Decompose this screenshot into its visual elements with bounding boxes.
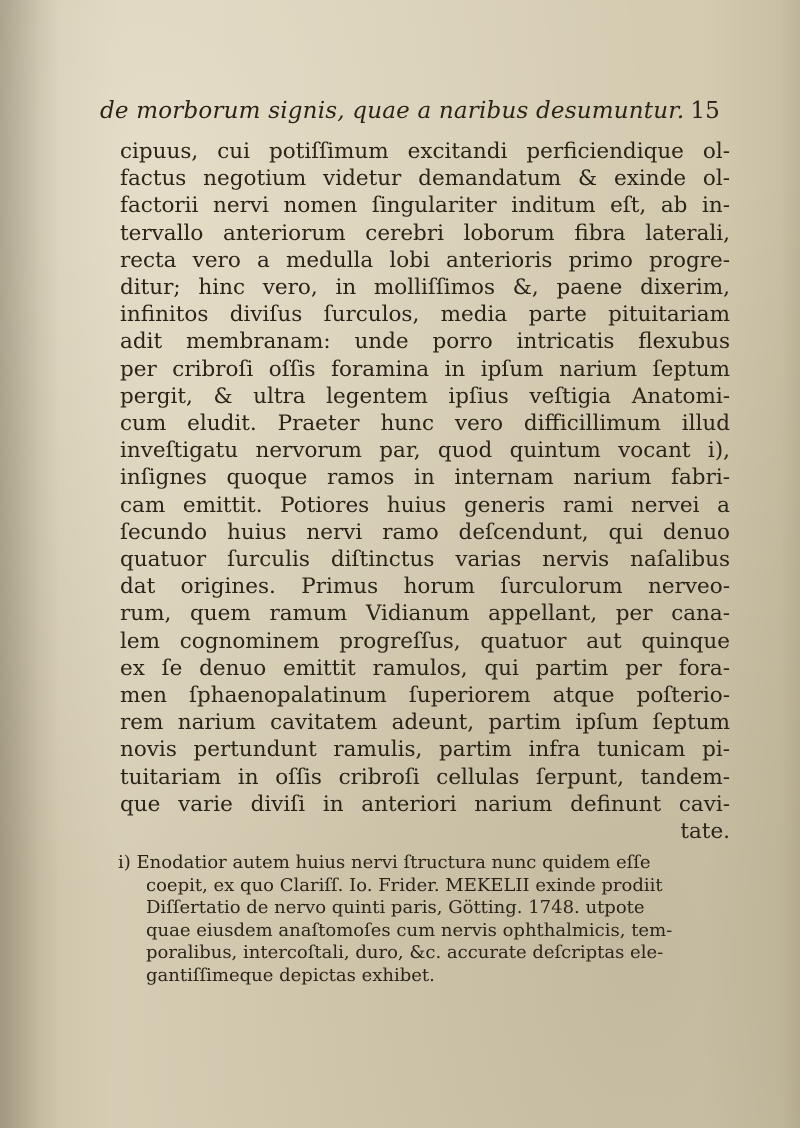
- text-line: per cribroſi oſſis foramina in ipſum narium ſeptum: [120, 356, 730, 382]
- text-line: ditur; hinc vero, in molliſſimos &, paene dixerim,: [120, 275, 730, 301]
- text-line: lem cognominem progreſſus, quatuor aut quinque: [120, 628, 730, 654]
- text-line: novis pertundunt ramulis, partim infra tunicam pi-: [120, 737, 730, 763]
- footnote: [118, 852, 708, 987]
- text-line: cum eludit. Praeter hunc vero difficillimum illud: [120, 411, 730, 437]
- text-line: infinitos diviſus ſurculos, media parte pituitariam: [120, 302, 730, 328]
- running-header: [100, 98, 720, 124]
- footnote-line: i) Enodatior autem huius nervi ſtructura nunc quidem eſſe: [118, 852, 651, 873]
- page-number: 15: [690, 98, 720, 124]
- text-line: recta vero a medulla lobi anterioris primo progre-: [120, 247, 730, 273]
- binding-shadow: [0, 0, 60, 1128]
- text-line: ſecundo huius nervi ramo deſcendunt, qui denuo: [120, 519, 730, 545]
- footnote-line: coepit, ex quo Clariſſ. Io. Frider. MEKELII exinde prodiit: [146, 874, 663, 896]
- text-line: men ſphaenopalatinum ſuperiorem atque poſterio-: [120, 683, 730, 709]
- text-line: ex ſe denuo emittit ramulos, qui partim per fora-: [120, 655, 730, 681]
- running-title: de morborum signis, quae a naribus desumuntur.: [100, 98, 685, 124]
- text-line: inſignes quoque ramos in internam narium fabri-: [120, 465, 730, 491]
- text-line: factorii nervi nomen ſingulariter inditum eſt, ab in-: [120, 193, 730, 219]
- text-line: tervallo anteriorum cerebri loborum fibra laterali,: [120, 220, 730, 246]
- text-line: inveſtigatu nervorum par, quod quintum vocant i),: [120, 438, 730, 464]
- text-line: tuitariam in oſſis cribroſi cellulas ſerpunt, tandem-: [120, 764, 730, 790]
- text-line: que varie diviſi in anteriori narium definunt cavi-: [120, 791, 730, 817]
- text-line: cipuus, cui potiſſimum excitandi perficiendique ol-: [120, 139, 730, 164]
- footnote-line: poralibus, intercoſtali, duro, &c. accurate deſcriptas ele-: [146, 942, 664, 963]
- footnote-line: Diſſertatio de nervo quinti paris, Götting. 1748. utpote: [146, 897, 645, 918]
- text-line: pergit, & ultra legentem ipſius veſtigia Anatomi-: [120, 383, 730, 409]
- text-line: tate.: [680, 819, 730, 845]
- main-text: [120, 138, 730, 845]
- text-line: factus negotium videtur demandatum & exinde ol-: [120, 166, 730, 192]
- text-line: quatuor ſurculis diſtinctus varias nervis naſalibus: [120, 547, 730, 573]
- text-line: adit membranam: unde porro intricatis flexubus: [120, 329, 730, 355]
- text-line: rum, quem ramum Vidianum appellant, per cana-: [120, 601, 730, 627]
- text-line: rem narium cavitatem adeunt, partim ipſum ſeptum: [120, 710, 730, 736]
- text-line: cam emittit. Potiores huius generis rami nervei a: [120, 492, 730, 518]
- text-line: dat origines. Primus horum ſurculorum nerveo-: [120, 574, 730, 600]
- footnote-line: gantiſſimeque depictas exhibet.: [146, 964, 435, 986]
- footnote-line: quae eiusdem anaſtomoſes cum nervis ophthalmicis, tem-: [146, 919, 673, 941]
